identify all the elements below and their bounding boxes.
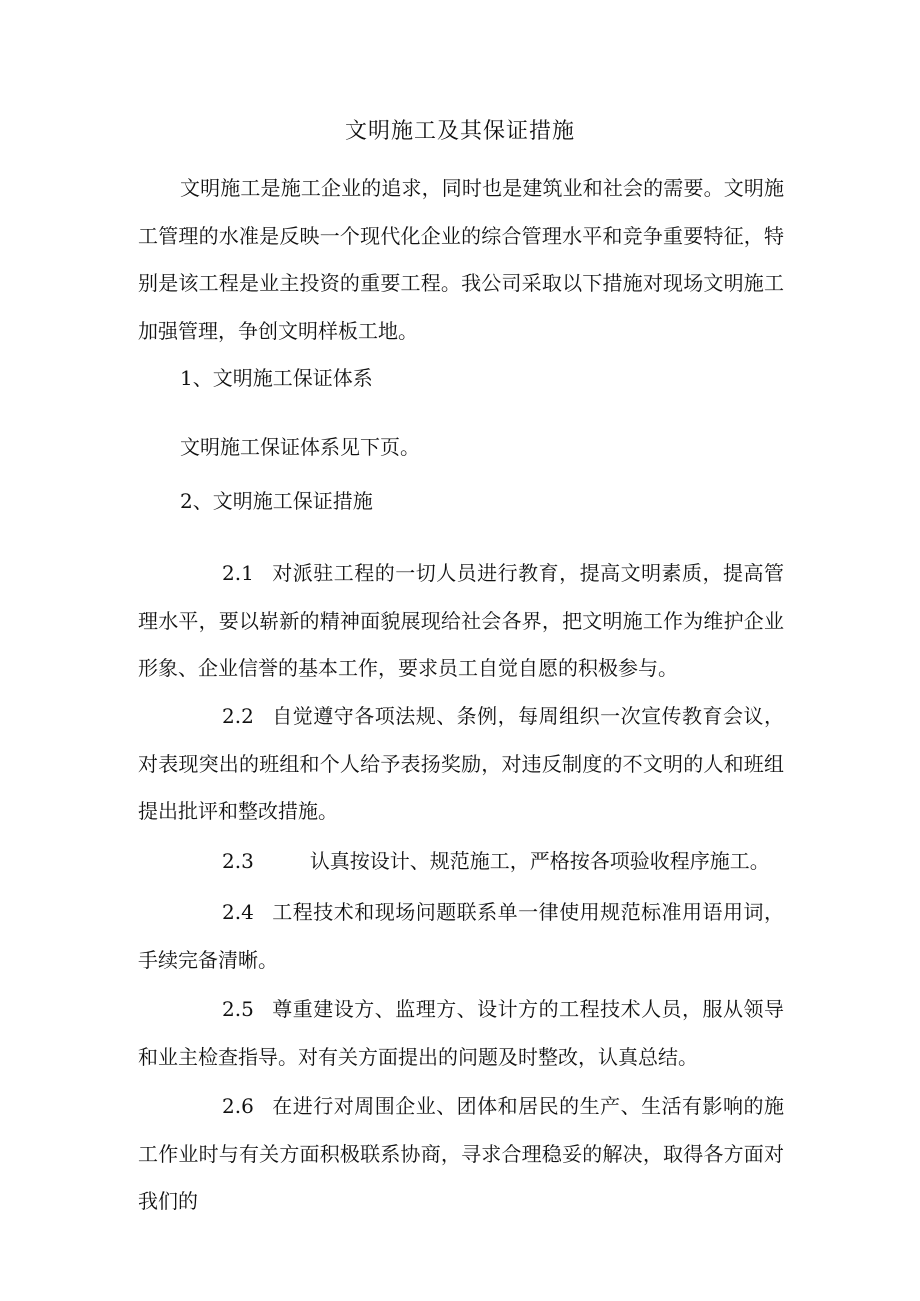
- item-2-1: [138, 550, 784, 693]
- item-text: 认真按设计、规范施工，严格按各项验收程序施工。: [309, 849, 770, 873]
- document-title: 文明施工及其保证措施: [344, 119, 575, 144]
- section-2-heading: 2、文明施工保证措施: [180, 489, 373, 513]
- item-2-6: [138, 1083, 784, 1226]
- item-number: 2.1: [222, 561, 254, 585]
- item-text: 尊重建设方、监理方、设计方的工程技术人员，服从领导和业主检查指导。对有关方面提出的问题及时整改，认真总结。: [138, 997, 784, 1069]
- item-text: 在进行对周围企业、团体和居民的生产、生活有影响的施工作业时与有关方面积极联系协商，寻求合理稳妥的解决，取得各方面对我们的: [138, 1094, 784, 1213]
- item-2-2: [138, 693, 784, 836]
- section-1-body: 文明施工保证体系见下页。: [180, 435, 420, 459]
- item-text: 自觉遵守各项法规、条例，每周组织一次宣传教育会议，对表现突出的班组和个人给予表扬奖励，对违反制度的不文明的人和班组提出批评和整改措施。: [138, 704, 784, 823]
- item-number: 2.2: [222, 704, 254, 728]
- item-text: 工程技术和现场问题联系单一律使用规范标准用语用词，手续完备清晰。: [138, 900, 784, 972]
- item-number: 2.4: [222, 900, 254, 924]
- item-number: 2.3: [222, 849, 254, 873]
- section-1-heading: 1、文明施工保证体系: [180, 366, 373, 390]
- item-2-5: [138, 986, 784, 1081]
- item-2-3: [138, 838, 784, 886]
- intro-paragraph: 文明施工是施工企业的追求，同时也是建筑业和社会的需要。文明施工管理的水准是反映一个现代化企业的综合管理水平和竞争重要特征，特别是该工程是业主投资的重要工程。我公司采取以下措施对现场文明施工加强管理，争创文明样板工地。: [138, 176, 784, 343]
- item-number: 2.5: [222, 997, 254, 1021]
- item-text: 对派驻工程的一切人员进行教育，提高文明素质，提高管理水平，要以崭新的精神面貌展现给社会各界，把文明施工作为维护企业形象、企业信誉的基本工作，要求员工自觉自愿的积极参与。: [138, 561, 784, 680]
- item-2-4: [138, 889, 784, 984]
- item-number: 2.6: [222, 1094, 254, 1118]
